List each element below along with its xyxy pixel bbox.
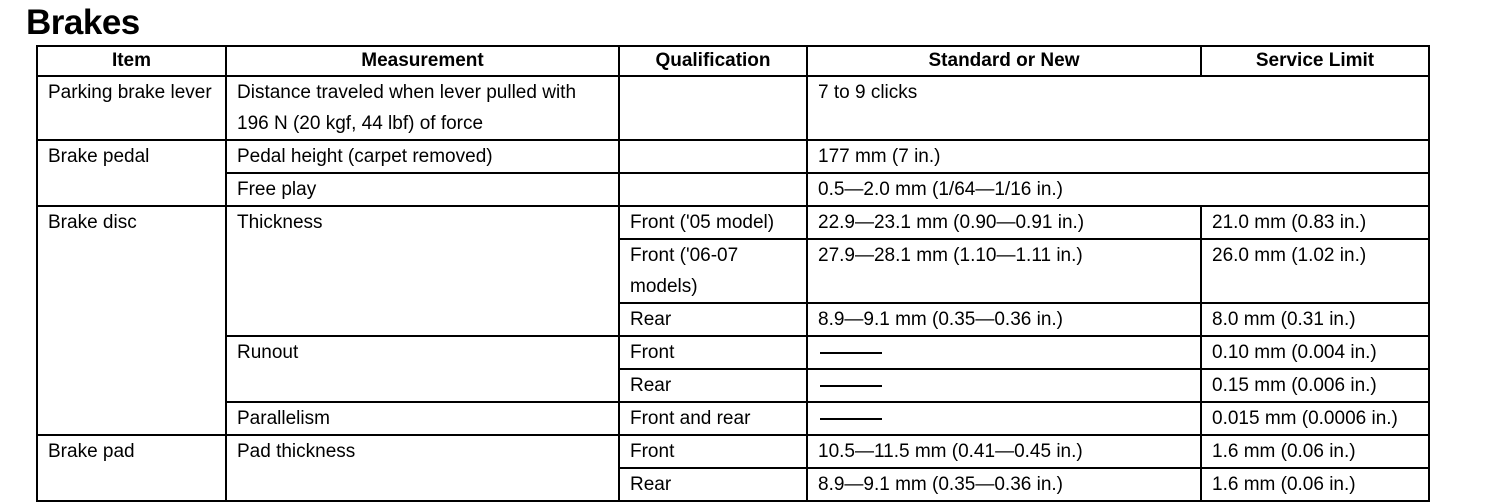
cell-measurement: Distance traveled when lever pulled with 196 N (20 kgf, 44 lbf) of force: [226, 76, 619, 140]
table-row: [37, 173, 1429, 206]
dash-mark: [820, 418, 882, 420]
cell-service-limit: 0.15 mm (0.006 in.): [1201, 369, 1429, 402]
cell-measurement: Pedal height (carpet removed): [226, 140, 619, 173]
cell-standard: 177 mm (7 in.): [807, 140, 1429, 173]
cell-service-limit: 1.6 mm (0.06 in.): [1201, 468, 1429, 501]
cell-qualification: Front: [619, 336, 807, 369]
cell-qualification: Rear: [619, 369, 807, 402]
cell-item: Brake pedal: [37, 140, 226, 206]
table-row: [37, 140, 1429, 173]
cell-standard: 7 to 9 clicks: [807, 76, 1429, 140]
cell-item: Brake disc: [37, 206, 226, 435]
table-row: [37, 402, 1429, 435]
cell-qualification: [619, 173, 807, 206]
header-measurement: Measurement: [226, 46, 619, 76]
cell-measurement: Pad thickness: [226, 435, 619, 501]
cell-standard: 10.5—11.5 mm (0.41—0.45 in.): [807, 435, 1201, 468]
cell-measurement: Runout: [226, 336, 619, 402]
cell-qualification: [619, 140, 807, 173]
cell-service-limit: 21.0 mm (0.83 in.): [1201, 206, 1429, 239]
header-item: Item: [37, 46, 226, 76]
cell-qualification: Front and rear: [619, 402, 807, 435]
cell-qualification: Rear: [619, 303, 807, 336]
cell-service-limit: 1.6 mm (0.06 in.): [1201, 435, 1429, 468]
cell-standard: 22.9—23.1 mm (0.90—0.91 in.): [807, 206, 1201, 239]
table-row: [37, 435, 1429, 468]
cell-standard: [807, 402, 1201, 435]
cell-qualification: [619, 76, 807, 140]
table-row: [37, 76, 1429, 140]
cell-standard: [807, 369, 1201, 402]
cell-item: Brake pad: [37, 435, 226, 501]
cell-service-limit: 0.015 mm (0.0006 in.): [1201, 402, 1429, 435]
table-row: [37, 206, 1429, 239]
cell-service-limit: 0.10 mm (0.004 in.): [1201, 336, 1429, 369]
brakes-spec-table: [36, 45, 1430, 502]
page-title: Brakes: [26, 3, 140, 42]
cell-standard: 27.9—28.1 mm (1.10—1.11 in.): [807, 239, 1201, 303]
cell-service-limit: 26.0 mm (1.02 in.): [1201, 239, 1429, 303]
cell-item: Parking brake lever: [37, 76, 226, 140]
cell-qualification: Front ('06-07 models): [619, 239, 807, 303]
header-qualification: Qualification: [619, 46, 807, 76]
table-row: [37, 336, 1429, 369]
header-standard: Standard or New: [807, 46, 1201, 76]
cell-qualification: Front ('05 model): [619, 206, 807, 239]
cell-standard: 8.9—9.1 mm (0.35—0.36 in.): [807, 303, 1201, 336]
dash-mark: [820, 352, 882, 354]
header-service-limit: Service Limit: [1201, 46, 1429, 76]
cell-standard: 0.5—2.0 mm (1/64—1/16 in.): [807, 173, 1429, 206]
cell-qualification: Rear: [619, 468, 807, 501]
cell-service-limit: 8.0 mm (0.31 in.): [1201, 303, 1429, 336]
cell-qualification: Front: [619, 435, 807, 468]
cell-measurement: Free play: [226, 173, 619, 206]
table-header-row: [37, 46, 1429, 76]
cell-standard: 8.9—9.1 mm (0.35—0.36 in.): [807, 468, 1201, 501]
cell-measurement: Parallelism: [226, 402, 619, 435]
cell-standard: [807, 336, 1201, 369]
cell-measurement: Thickness: [226, 206, 619, 336]
dash-mark: [820, 385, 882, 387]
